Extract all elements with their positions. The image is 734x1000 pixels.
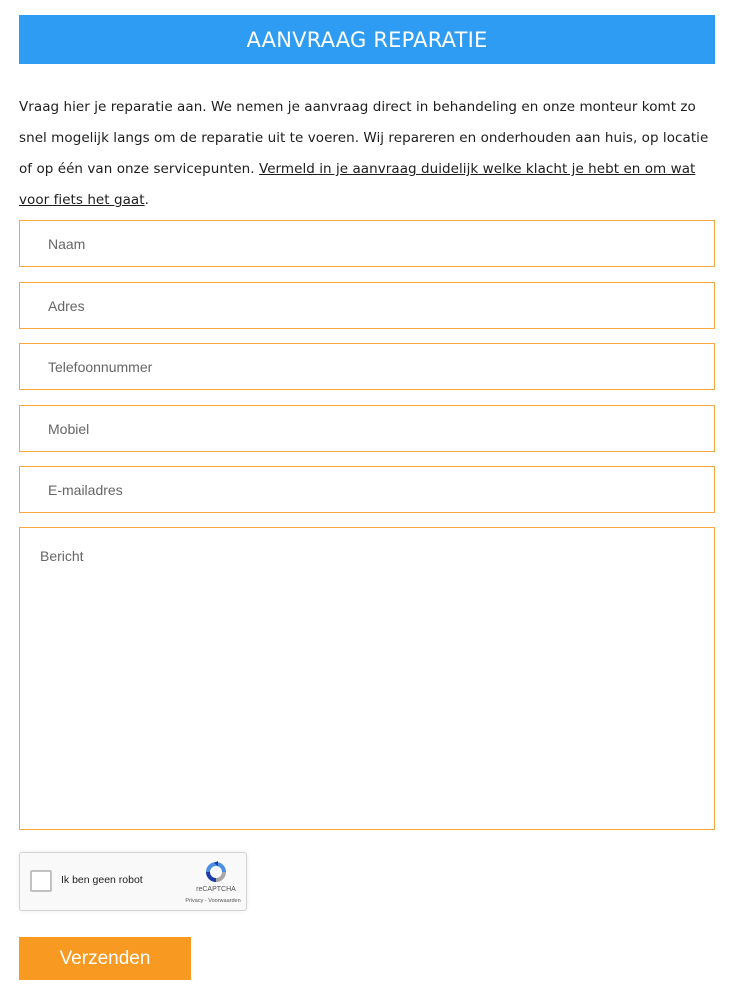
intro-trailing: . [144,192,149,208]
recaptcha-brand: reCAPTCHA [196,886,236,893]
page-title: AANVRAAG REPARATIE [246,27,488,52]
address-input[interactable] [19,282,715,329]
email-input[interactable] [19,466,715,513]
page-title-bar [19,15,715,64]
intro-link[interactable]: Vermeld in je aanvraag duidelijk welke klacht je hebt en om wat voor fiets het gaat [19,161,696,208]
recaptcha-checkbox[interactable] [30,870,52,892]
message-textarea[interactable] [19,527,715,830]
submit-button[interactable]: Verzenden [19,937,191,980]
mobile-input[interactable] [19,405,715,452]
recaptcha-widget [19,852,247,911]
name-input[interactable] [19,220,715,267]
intro-text [19,92,715,216]
recaptcha-terms-link[interactable]: Privacy - Voorwaarden [185,898,241,904]
phone-input[interactable] [19,343,715,390]
recaptcha-logo-icon [204,860,228,884]
intro-body: Vraag hier je reparatie aan. We nemen je aanvraag direct in behandeling en onze monteur komt zo snel mogelijk langs om de reparatie uit te voeren. Wij repareren en onderhouden aan huis, op locatie of op één van onze servicepunten. [19,99,709,177]
recaptcha-label: Ik ben geen robot [61,874,143,886]
